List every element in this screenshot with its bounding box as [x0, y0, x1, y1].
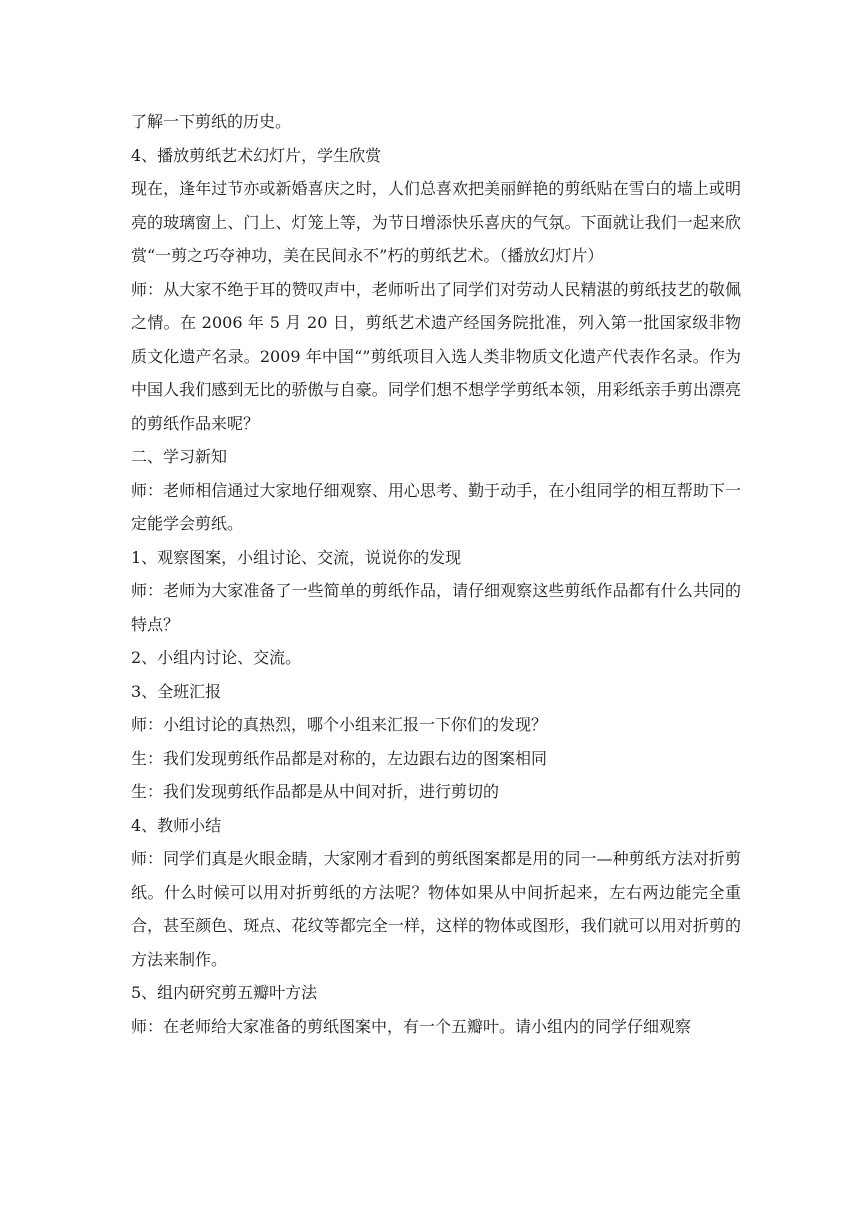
heading-group-discussion: 2、小组内讨论、交流。	[131, 648, 302, 667]
paragraph-teacher-heritage: 师：从大家不绝于耳的赞叹声中，老师听出了同学们对劳动人民精湛的剪纸技艺的敬佩之情。在 2006 年 5 月 20 日，剪纸艺术遗产经国务院批准，列入第一批国家级非物质文化遗产名录。2009 年中国“”剪纸项目入选人类非物质文化遗产代表作名录。作为中国人我们感到无比的骄傲与自豪。同学们想不想学学剪纸本领，用彩纸亲手剪出漂亮的剪纸作品来呢？	[131, 279, 741, 433]
paragraph-festival: 现在，逢年过节亦或新婚喜庆之时，人们总喜欢把美丽鲜艳的剪纸贴在雪白的墙上或明亮的玻璃窗上、门上、灯笼上等，为节日增添快乐喜庆的气氛。下面就让我们一起来欣赏“一剪之巧夺神功，美在民间永不”朽的剪纸艺术。（播放幻灯片）	[131, 179, 741, 265]
paragraph-student-fold: 生：我们发现剪纸作品都是从中间对折，进行剪切的	[131, 782, 500, 801]
document-body	[131, 105, 741, 1043]
heading-learn-new: 二、学习新知	[131, 447, 228, 466]
paragraph-history-intro: 了解一下剪纸的历史。	[131, 112, 292, 131]
paragraph-teacher-five-petal: 师：在老师给大家准备的剪纸图案中，有一个五瓣叶。请小组内的同学仔细观察	[131, 1016, 692, 1036]
heading-observe-patterns: 1、观察图案，小组讨论、交流，说说你的发现	[131, 547, 462, 567]
paragraph-teacher-summary: 师：同学们真是火眼金睛，大家刚才看到的剪纸图案都是用的同一—种剪纸方法对折剪纸。什么时候可以用对折剪纸的方法呢？物体如果从中间折起来，左右两边能完全重合，甚至颜色、斑点、花纹等都完全一样，这样的物体或图形，我们就可以用对折剪的方法来制作。	[131, 849, 741, 969]
heading-five-petal: 5、组内研究剪五瓣叶方法	[131, 983, 318, 1002]
heading-class-report: 3、全班汇报	[131, 681, 222, 701]
paragraph-teacher-works: 师：老师为大家准备了一些简单的剪纸作品，请仔细观察这些剪纸作品都有什么共同的特点？	[131, 581, 741, 634]
heading-slideshow: 4、播放剪纸艺术幻灯片，学生欣赏	[131, 145, 382, 165]
paragraph-teacher-believe: 师：老师相信通过大家地仔细观察、用心思考、勤于动手，在小组同学的相互帮助下一定能学会剪纸。	[131, 480, 741, 533]
paragraph-teacher-ask: 师：小组讨论的真热烈，哪个小组来汇报一下你们的发现？	[131, 715, 548, 734]
heading-teacher-summary: 4、教师小结	[131, 815, 222, 835]
paragraph-student-symmetry: 生：我们发现剪纸作品都是对称的，左边跟右边的图案相同	[131, 748, 548, 768]
